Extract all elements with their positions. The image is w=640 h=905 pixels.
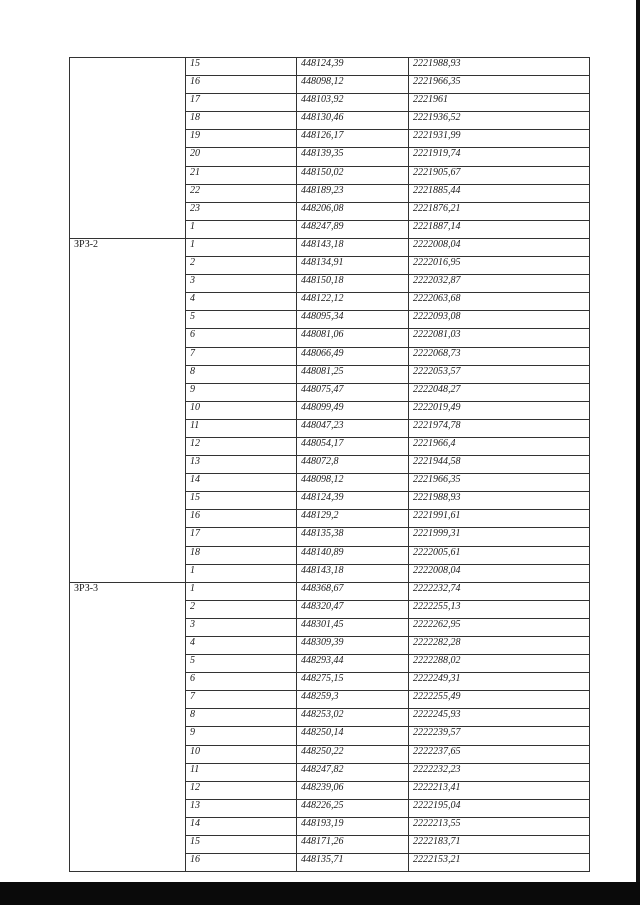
y-coordinate-cell: 2221885,44: [409, 184, 590, 202]
point-number-cell: 16: [186, 854, 297, 872]
y-coordinate-cell: 2222063,68: [409, 293, 590, 311]
x-coordinate-cell: 448122,12: [297, 293, 409, 311]
point-number-cell: 1: [186, 220, 297, 238]
point-number-cell: 17: [186, 528, 297, 546]
x-coordinate-cell: 448129,2: [297, 510, 409, 528]
x-coordinate-cell: 448250,22: [297, 745, 409, 763]
x-coordinate-cell: 448098,12: [297, 76, 409, 94]
page-right-edge: [636, 0, 640, 905]
x-coordinate-cell: 448301,45: [297, 618, 409, 636]
point-number-cell: 15: [186, 836, 297, 854]
y-coordinate-cell: 2221931,99: [409, 130, 590, 148]
x-coordinate-cell: 448126,17: [297, 130, 409, 148]
y-coordinate-cell: 2222249,31: [409, 673, 590, 691]
point-number-cell: 17: [186, 94, 297, 112]
y-coordinate-cell: 2222232,23: [409, 763, 590, 781]
y-coordinate-cell: 2222153,21: [409, 854, 590, 872]
x-coordinate-cell: 448309,39: [297, 637, 409, 655]
x-coordinate-cell: 448081,06: [297, 329, 409, 347]
x-coordinate-cell: 448259,3: [297, 691, 409, 709]
scan-bottom-edge: [0, 882, 640, 905]
point-number-cell: 1: [186, 564, 297, 582]
point-number-cell: 14: [186, 817, 297, 835]
point-number-cell: 8: [186, 365, 297, 383]
zone-name-cell: [70, 58, 186, 239]
point-number-cell: 12: [186, 781, 297, 799]
y-coordinate-cell: 2221961: [409, 94, 590, 112]
point-number-cell: 2: [186, 257, 297, 275]
point-number-cell: 18: [186, 546, 297, 564]
x-coordinate-cell: 448247,82: [297, 763, 409, 781]
point-number-cell: 9: [186, 727, 297, 745]
x-coordinate-cell: 448368,67: [297, 582, 409, 600]
x-coordinate-cell: 448054,17: [297, 437, 409, 455]
x-coordinate-cell: 448135,71: [297, 854, 409, 872]
point-number-cell: 3: [186, 618, 297, 636]
point-number-cell: 5: [186, 311, 297, 329]
x-coordinate-cell: 448124,39: [297, 58, 409, 76]
point-number-cell: 18: [186, 112, 297, 130]
x-coordinate-cell: 448150,18: [297, 275, 409, 293]
point-number-cell: 15: [186, 492, 297, 510]
x-coordinate-cell: 448081,25: [297, 365, 409, 383]
y-coordinate-cell: 2221974,78: [409, 419, 590, 437]
point-number-cell: 16: [186, 510, 297, 528]
point-number-cell: 12: [186, 437, 297, 455]
point-number-cell: 21: [186, 166, 297, 184]
x-coordinate-cell: 448047,23: [297, 419, 409, 437]
point-number-cell: 19: [186, 130, 297, 148]
x-coordinate-cell: 448293,44: [297, 655, 409, 673]
y-coordinate-cell: 2221936,52: [409, 112, 590, 130]
y-coordinate-cell: 2221905,67: [409, 166, 590, 184]
point-number-cell: 4: [186, 293, 297, 311]
y-coordinate-cell: 2221988,93: [409, 492, 590, 510]
y-coordinate-cell: 2222093,08: [409, 311, 590, 329]
x-coordinate-cell: 448275,15: [297, 673, 409, 691]
point-number-cell: 1: [186, 238, 297, 256]
x-coordinate-cell: 448140,89: [297, 546, 409, 564]
point-number-cell: 15: [186, 58, 297, 76]
point-number-cell: 7: [186, 347, 297, 365]
x-coordinate-cell: 448130,46: [297, 112, 409, 130]
y-coordinate-cell: 2222213,55: [409, 817, 590, 835]
point-number-cell: 10: [186, 745, 297, 763]
y-coordinate-cell: 2221944,58: [409, 456, 590, 474]
x-coordinate-cell: 448072,8: [297, 456, 409, 474]
y-coordinate-cell: 2221966,4: [409, 437, 590, 455]
point-number-cell: 10: [186, 401, 297, 419]
point-number-cell: 14: [186, 474, 297, 492]
y-coordinate-cell: 2222016,95: [409, 257, 590, 275]
x-coordinate-cell: 448098,12: [297, 474, 409, 492]
table-row: [70, 582, 590, 600]
coordinates-table: [69, 57, 590, 872]
y-coordinate-cell: 2222053,57: [409, 365, 590, 383]
point-number-cell: 11: [186, 763, 297, 781]
x-coordinate-cell: 448239,06: [297, 781, 409, 799]
y-coordinate-cell: 2222008,04: [409, 238, 590, 256]
y-coordinate-cell: 2221966,35: [409, 474, 590, 492]
y-coordinate-cell: 2222008,04: [409, 564, 590, 582]
y-coordinate-cell: 2222237,65: [409, 745, 590, 763]
y-coordinate-cell: 2222262,95: [409, 618, 590, 636]
zone-name-cell: ЗРЗ-3: [70, 582, 186, 872]
point-number-cell: 20: [186, 148, 297, 166]
point-number-cell: 6: [186, 673, 297, 691]
zone-name-cell: ЗРЗ-2: [70, 238, 186, 582]
point-number-cell: 7: [186, 691, 297, 709]
point-number-cell: 13: [186, 456, 297, 474]
y-coordinate-cell: 2222032,87: [409, 275, 590, 293]
y-coordinate-cell: 2222183,71: [409, 836, 590, 854]
x-coordinate-cell: 448226,25: [297, 799, 409, 817]
x-coordinate-cell: 448143,18: [297, 564, 409, 582]
point-number-cell: 8: [186, 709, 297, 727]
point-number-cell: 2: [186, 600, 297, 618]
point-number-cell: 13: [186, 799, 297, 817]
y-coordinate-cell: 2222005,61: [409, 546, 590, 564]
y-coordinate-cell: 2222195,04: [409, 799, 590, 817]
y-coordinate-cell: 2221876,21: [409, 202, 590, 220]
point-number-cell: 9: [186, 383, 297, 401]
y-coordinate-cell: 2222048,27: [409, 383, 590, 401]
y-coordinate-cell: 2222288,02: [409, 655, 590, 673]
x-coordinate-cell: 448320,47: [297, 600, 409, 618]
y-coordinate-cell: 2222081,03: [409, 329, 590, 347]
y-coordinate-cell: 2222213,41: [409, 781, 590, 799]
x-coordinate-cell: 448075,47: [297, 383, 409, 401]
point-number-cell: 4: [186, 637, 297, 655]
x-coordinate-cell: 448103,92: [297, 94, 409, 112]
x-coordinate-cell: 448189,23: [297, 184, 409, 202]
point-number-cell: 22: [186, 184, 297, 202]
point-number-cell: 1: [186, 582, 297, 600]
x-coordinate-cell: 448193,19: [297, 817, 409, 835]
y-coordinate-cell: 2222232,74: [409, 582, 590, 600]
x-coordinate-cell: 448135,38: [297, 528, 409, 546]
point-number-cell: 16: [186, 76, 297, 94]
y-coordinate-cell: 2222282,28: [409, 637, 590, 655]
x-coordinate-cell: 448095,34: [297, 311, 409, 329]
y-coordinate-cell: 2222019,49: [409, 401, 590, 419]
y-coordinate-cell: 2222255,49: [409, 691, 590, 709]
y-coordinate-cell: 2222255,13: [409, 600, 590, 618]
point-number-cell: 3: [186, 275, 297, 293]
x-coordinate-cell: 448250,14: [297, 727, 409, 745]
x-coordinate-cell: 448139,35: [297, 148, 409, 166]
y-coordinate-cell: 2221991,61: [409, 510, 590, 528]
point-number-cell: 5: [186, 655, 297, 673]
y-coordinate-cell: 2222245,93: [409, 709, 590, 727]
x-coordinate-cell: 448066,49: [297, 347, 409, 365]
y-coordinate-cell: 2222068,73: [409, 347, 590, 365]
x-coordinate-cell: 448099,49: [297, 401, 409, 419]
point-number-cell: 11: [186, 419, 297, 437]
point-number-cell: 6: [186, 329, 297, 347]
x-coordinate-cell: 448206,08: [297, 202, 409, 220]
y-coordinate-cell: 2222239,57: [409, 727, 590, 745]
x-coordinate-cell: 448124,39: [297, 492, 409, 510]
x-coordinate-cell: 448253,02: [297, 709, 409, 727]
x-coordinate-cell: 448150,02: [297, 166, 409, 184]
y-coordinate-cell: 2221988,93: [409, 58, 590, 76]
y-coordinate-cell: 2221887,14: [409, 220, 590, 238]
point-number-cell: 23: [186, 202, 297, 220]
x-coordinate-cell: 448134,91: [297, 257, 409, 275]
coordinates-table-body: [70, 58, 590, 872]
y-coordinate-cell: 2221919,74: [409, 148, 590, 166]
y-coordinate-cell: 2221999,31: [409, 528, 590, 546]
table-row: [70, 58, 590, 76]
y-coordinate-cell: 2221966,35: [409, 76, 590, 94]
x-coordinate-cell: 448171,26: [297, 836, 409, 854]
table-row: [70, 238, 590, 256]
x-coordinate-cell: 448143,18: [297, 238, 409, 256]
x-coordinate-cell: 448247,89: [297, 220, 409, 238]
